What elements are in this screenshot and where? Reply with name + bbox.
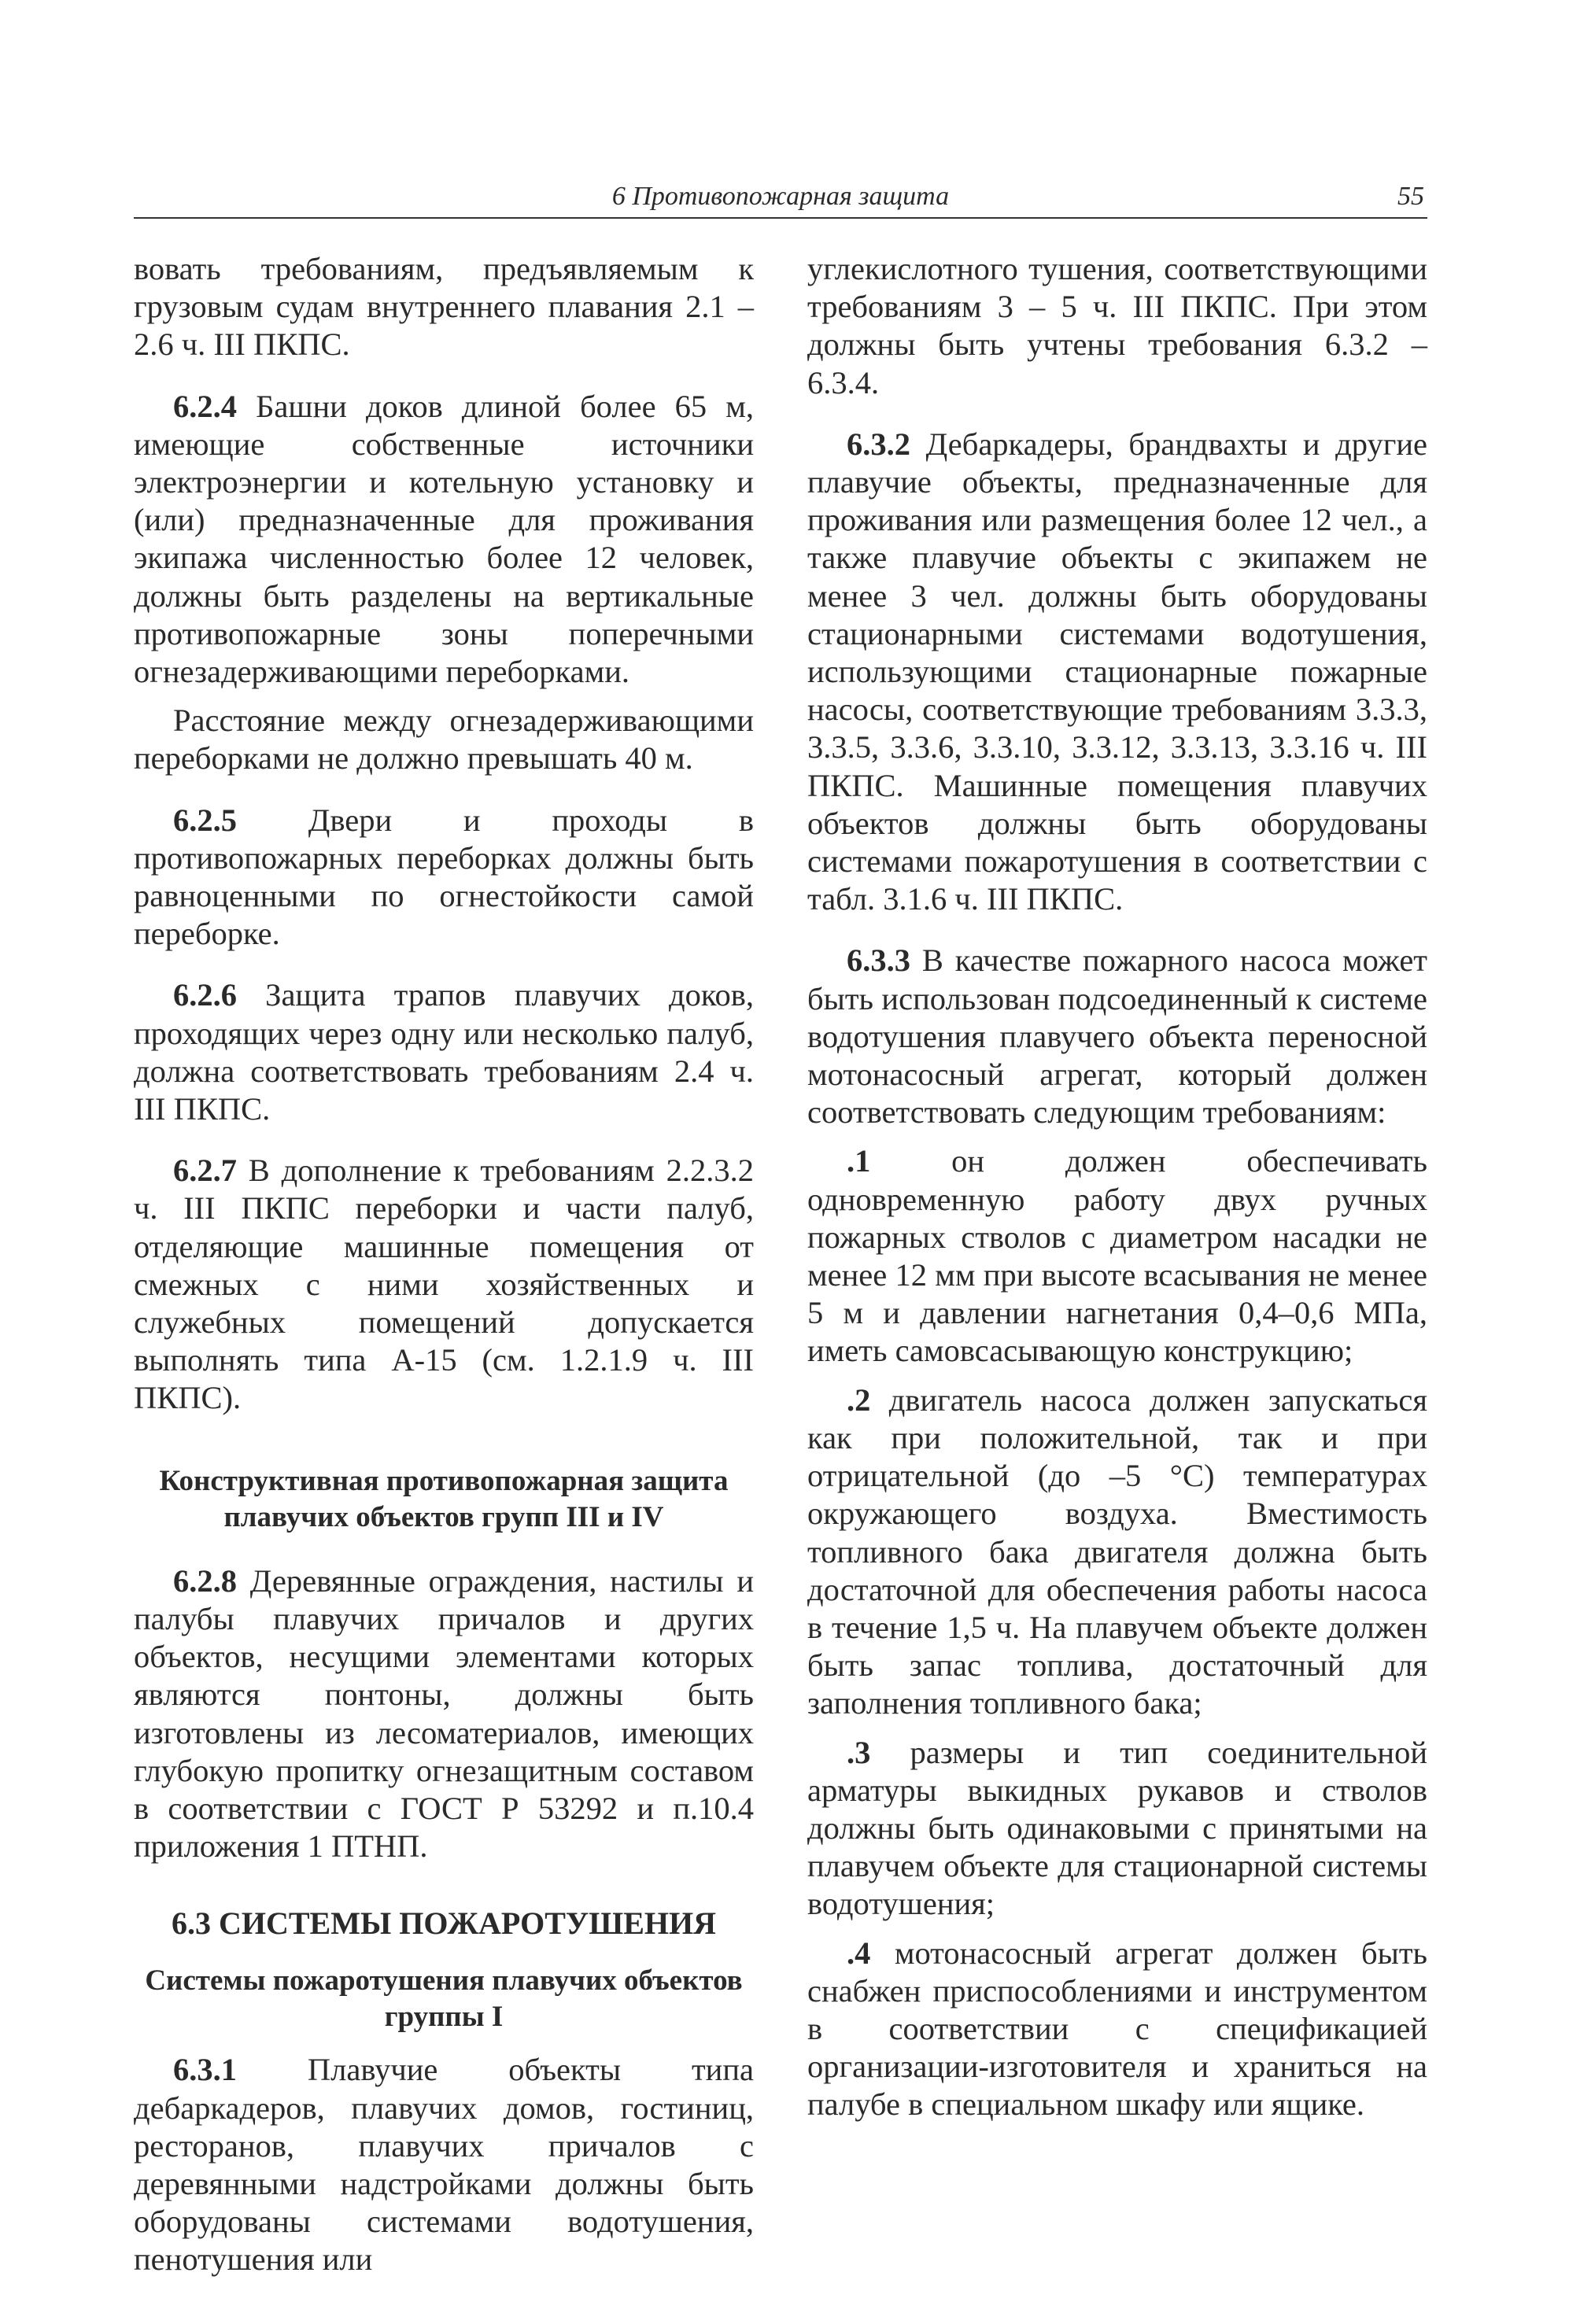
clause-number: 6.2.8: [173, 1562, 237, 1599]
paragraph-6-3-1: [134, 2051, 754, 2278]
page-number: 55: [1397, 182, 1424, 211]
list-item-2: [807, 1381, 1427, 1723]
clause-text: В качестве пожарного насоса может быть использован подсоединенный к системе водотушения плавучего объекта переносной мотонасосный агрегат, который должен соответствовать следующим требованиям:: [807, 943, 1427, 1131]
paragraph-6-3-2: [807, 426, 1427, 919]
list-item-4: [807, 1935, 1427, 2124]
item-number: .1: [847, 1143, 871, 1179]
paragraph-6-2-4: [134, 388, 754, 692]
clause-text: Башни доков длиной более 65 м, имеющие собственные источники электроэнергии и котельную установку и (или) предназначенные для проживания экипажа численностью более 12 человек, должны быть разделены на вертикальные противопожарные зоны поперечными огнезадерживающими переборками.: [134, 388, 754, 690]
clause-number: 6.3.3: [847, 943, 910, 979]
clause-text: Деревянные ограждения, настилы и палубы плавучих причалов и других объектов, несущими элементами которых являются понтоны, должны быть изготовлены из лесоматериалов, имеющих глубокую пропитку огнезащитным составом в соответствии с ГОСТ Р 53292 и п.10.4 приложения 1 ПТНП.: [134, 1562, 754, 1865]
left-column: [134, 250, 754, 2290]
subheading-group-1-systems: Системы пожаротушения плавучих объектов группы I: [145, 1964, 743, 2034]
clause-number: 6.3.2: [847, 426, 910, 462]
paragraph-6-2-8: [134, 1562, 754, 1866]
paragraph-6-2-6: [134, 976, 754, 1128]
list-item-1: [807, 1142, 1427, 1370]
clause-number: 6.2.6: [173, 977, 237, 1013]
item-text: двигатель насоса должен запускаться как при положительной, так и при отрицательной (до –5 °С) температурах окружающего воздуха. Вместимость топливного бака двигателя должна быть достаточной для обеспечения работы насоса в течение 1,5 ч. На плавучем объекте должен быть запас топлива, достаточный для заполнения топливного бака;: [807, 1381, 1427, 1721]
item-text: размеры и тип соединительной арматуры выкидных рукавов и стволов должны быть одинаковыми с принятыми на плавучем объекте для стационарной системы водотушения;: [807, 1734, 1427, 1922]
item-text: мотонасосный агрегат должен быть снабжен приспособлениями и инструментом в соответствии с спецификацией организации-изготовителя и храниться на палубе в специальном шкафу или ящике.: [807, 1935, 1427, 2123]
paragraph-continued: вовать требованиям, предъявляемым к грузовым судам внутреннего плавания 2.1 – 2.6 ч. III ПКПС.: [134, 251, 754, 363]
paragraph-continued: углекислотного тушения, соответствующими требованиям 3 – 5 ч. III ПКПС. При этом должны быть учтены требования 6.3.2 – 6.3.4.: [807, 251, 1427, 400]
paragraph-distance: Расстояние между огнезадерживающими переборками не должно превышать 40 м.: [134, 703, 754, 777]
clause-text: Защита трапов плавучих доков, проходящих через одну или несколько палуб, должна соответствовать требованиям 2.4 ч. III ПКПС.: [134, 977, 754, 1127]
paragraph-6-2-5: [134, 802, 754, 954]
list-item-3: [807, 1734, 1427, 1924]
item-number: .3: [847, 1734, 871, 1770]
clause-number: 6.2.7: [173, 1153, 237, 1189]
subheading-structural-protection: Конструктивная противопожарная защита плавучих объектов групп III и IV: [159, 1464, 729, 1533]
paragraph-6-3-3: [807, 942, 1427, 1131]
clause-number: 6.2.5: [173, 802, 237, 838]
paragraph-6-2-7: [134, 1152, 754, 1417]
clause-text: Дебаркадеры, брандвахты и другие плавучие объекты, предназначенные для проживания или размещения более 12 чел., а также плавучие объекты с экипажем не менее 3 чел. должны быть оборудованы стационарными системами водотушения, использующими стационарные пожарные насосы, соответствующие требованиям 3.3.3, 3.3.5, 3.3.6, 3.3.10, 3.3.12, 3.3.13, 3.3.16 ч. III ПКПС. Машинные помещения плавучих объектов должны быть оборудованы системами пожаротушения в соответствии с табл. 3.1.6 ч. III ПКПС.: [807, 426, 1427, 917]
clause-text: Плавучие объекты типа дебаркадеров, плавучих домов, гостиниц, ресторанов, плавучих причалов с деревянными надстройками должны быть оборудованы системами водотушения, пенотушения или: [134, 2052, 754, 2278]
clause-text: Двери и проходы в противопожарных переборках должны быть равноценными по огнестойкости самой переборке.: [134, 802, 754, 952]
clause-number: 6.2.4: [173, 388, 237, 424]
item-number: .4: [847, 1935, 871, 1971]
right-column: [807, 250, 1427, 2135]
running-title: 6 Противопожарная защита: [611, 182, 950, 211]
item-text: он должен обеспечивать одновременную работу двух ручных пожарных стволов с диаметром насадки не менее 12 мм при высоте всасывания не менее 5 м и давлении нагнетания 0,4–0,6 МПа, иметь самовсасывающую конструкцию;: [807, 1143, 1427, 1369]
item-number: .2: [847, 1381, 871, 1418]
clause-text: В дополнение к требованиям 2.2.3.2 ч. III ПКПС переборки и части палуб, отделяющие машинные помещения от смежных с ними хозяйственных и служебных помещений допускается выполнять типа А-15 (см. 1.2.1.9 ч. III ПКПС).: [134, 1153, 754, 1416]
clause-number: 6.3.1: [173, 2052, 237, 2088]
section-heading: 6.3 СИСТЕМЫ ПОЖАРОТУШЕНИЯ: [171, 1905, 716, 1942]
page-header: [134, 179, 1427, 219]
